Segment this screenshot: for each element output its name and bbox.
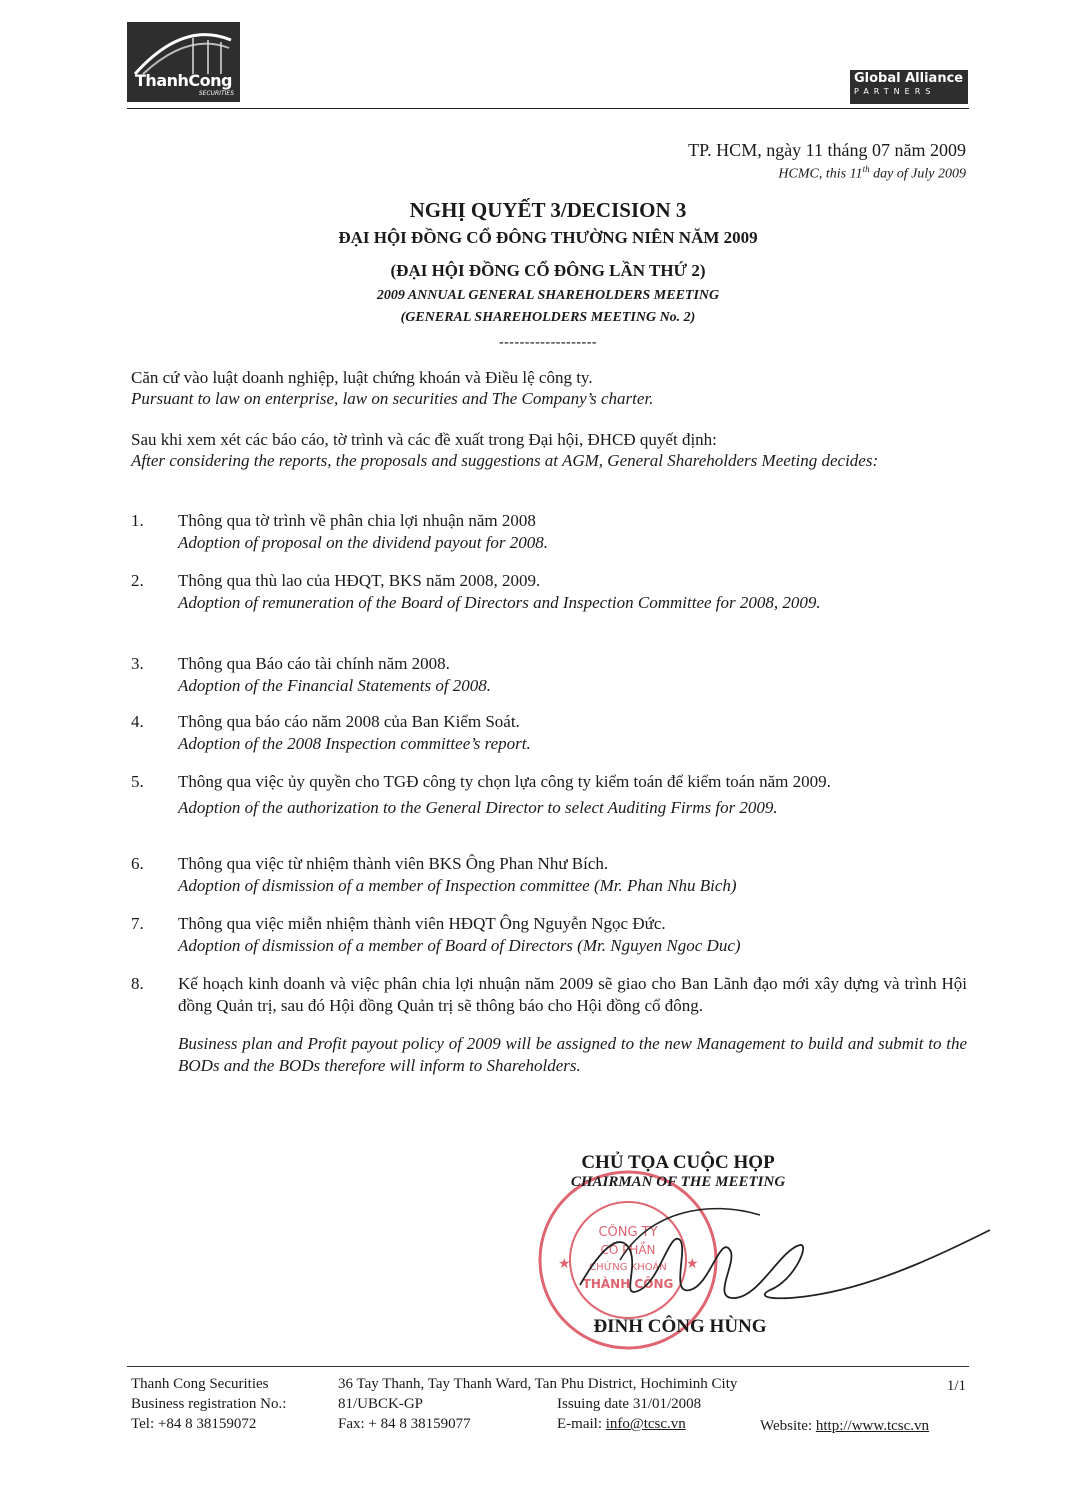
footer-email-link[interactable]: info@tcsc.vn — [605, 1416, 686, 1432]
footer-address: 36 Tay Thanh, Tay Thanh Ward, Tan Phu District, Hochiminh City — [338, 1376, 738, 1392]
item-text-en: Adoption of dismission of a member of Board of Directors (Mr. Nguyen Ngoc Duc) — [178, 936, 741, 955]
signature-title-en: CHAIRMAN OF THE MEETING — [570, 1174, 786, 1190]
footer-fax: Fax: + 84 8 38159077 — [338, 1416, 471, 1432]
svg-text:★: ★ — [686, 1256, 699, 1272]
item-text-en: Adoption of remuneration of the Board of Directors and Inspection Committee for 2008, 2009. — [178, 593, 821, 612]
svg-text:★: ★ — [558, 1256, 571, 1272]
item-text-vi: Thông qua việc miễn nhiệm thành viên HĐQT Ông Nguyễn Ngọc Đức. — [178, 914, 666, 933]
decides-vi: Sau khi xem xét các báo cáo, tờ trình và các đề xuất trong Đại hội, ĐHCĐ quyết định: — [131, 430, 717, 449]
item-text-en: Business plan and Profit payout policy of 2009 will be assigned to the new Management to build and submit to the BODs and the BODs therefore will inform to Shareholders. — [178, 1034, 967, 1075]
list-item — [131, 973, 967, 1113]
stamp-line-1: CÔNG TY — [598, 1225, 658, 1240]
decides-en: After considering the reports, the proposals and suggestions at AGM, General Shareholders Meeting decides: — [131, 451, 879, 470]
meeting-number-en: (GENERAL SHAREHOLDERS MEETING No. 2) — [400, 310, 696, 325]
meeting-number-vi: (ĐẠI HỘI ĐỒNG CỔ ĐÔNG LẦN THỨ 2) — [390, 261, 706, 280]
item-text-en: Adoption of proposal on the dividend payout for 2008. — [178, 533, 549, 552]
footer-email-block — [557, 1414, 757, 1434]
decision-title: NGHỊ QUYẾT 3/DECISION 3 — [409, 198, 687, 222]
list-item — [131, 853, 967, 903]
signatory-name: ĐINH CÔNG HÙNG — [593, 1316, 767, 1337]
global-alliance-logo — [850, 70, 968, 104]
item-text-vi: Thông qua báo cáo năm 2008 của Ban Kiểm Soát. — [178, 712, 520, 731]
decides-paragraph — [131, 429, 967, 471]
footer-company: Thanh Cong Securities — [131, 1376, 269, 1392]
footer-email-label: E-mail: — [557, 1416, 606, 1432]
item-text-vi: Thông qua việc ủy quyền cho TGĐ công ty chọn lựa công ty kiểm toán để kiểm toán năm 2009. — [178, 772, 831, 791]
date-en-sup: th — [862, 164, 870, 174]
logo-right-line2: PARTNERS — [854, 87, 936, 96]
footer-issuing-date: Issuing date 31/01/2008 — [557, 1396, 702, 1412]
item-text-vi: Kế hoạch kinh doanh và việc phân chia lợi nhuận năm 2009 sẽ giao cho Ban Lãnh đạo mới xây dựng và trình Hội đồng Quản trị, sau đó Hội đồng Quản trị sẽ thông báo cho Hội đồng cổ đông. — [178, 974, 967, 1015]
list-item — [131, 510, 967, 560]
footer-tel: Tel: +84 8 38159072 — [131, 1416, 257, 1432]
item-number: 6. — [131, 854, 144, 873]
footer-website-label: Website: — [760, 1418, 816, 1434]
date-english — [600, 164, 966, 183]
footer-reg-no: 81/UBCK-GP — [338, 1396, 424, 1412]
item-number: 7. — [131, 914, 144, 933]
meeting-title-en: 2009 ANNUAL GENERAL SHAREHOLDERS MEETING — [376, 288, 720, 303]
footer-website-link[interactable]: http://www.tcsc.vn — [815, 1418, 930, 1434]
stamp-line-3: CHỨNG KHOÁN — [589, 1262, 667, 1273]
list-item — [131, 913, 967, 963]
stamp-line-4: THÀNH CÔNG — [582, 1277, 674, 1291]
handwritten-signature-icon — [560, 1190, 1000, 1320]
page-number: 1/1 — [946, 1378, 966, 1394]
meeting-title-vi: ĐẠI HỘI ĐỒNG CỔ ĐÔNG THƯỜNG NIÊN NĂM 2009 — [338, 228, 758, 247]
item-number: 3. — [131, 654, 144, 673]
list-item — [131, 653, 967, 703]
date-en-pre: HCMC, this 11 — [778, 166, 863, 182]
item-text-vi: Thông qua thù lao của HĐQT, BKS năm 2008, 2009. — [178, 571, 541, 590]
basis-vi: Căn cứ vào luật doanh nghiệp, luật chứng khoán và Điều lệ công ty. — [131, 368, 593, 387]
item-number: 5. — [131, 772, 144, 791]
footer-biz-reg-label: Business registration No.: — [131, 1396, 287, 1412]
date-en-post: day of July 2009 — [869, 166, 966, 182]
list-item — [131, 711, 967, 761]
logo-right-line1: Global Alliance — [854, 71, 964, 86]
item-text-en: Adoption of the authorization to the General Director to select Auditing Firms for 2009. — [178, 798, 778, 817]
stamp-line-2: CỔ PHẦN — [600, 1243, 656, 1257]
item-text-vi: Thông qua việc từ nhiệm thành viên BKS Ông Phan Như Bích. — [178, 854, 609, 873]
header-divider — [127, 108, 969, 109]
date-vietnamese: TP. HCM, ngày 11 tháng 07 năm 2009 — [688, 140, 966, 160]
logo-sub-text: SECURITIES — [198, 90, 234, 97]
footer-website-block — [760, 1416, 970, 1436]
logo-brand-text: ThanhCong — [135, 71, 232, 90]
item-number: 1. — [131, 511, 144, 530]
item-number: 4. — [131, 712, 144, 731]
footer-company-column — [131, 1374, 331, 1434]
item-number: 8. — [131, 974, 144, 993]
item-text-en: Adoption of dismission of a member of Inspection committee (Mr. Phan Nhu Bich) — [178, 876, 737, 895]
title-separator: ------------------- — [498, 335, 598, 350]
list-item — [131, 570, 967, 640]
item-text-en: Adoption of the Financial Statements of 2008. — [178, 676, 492, 695]
item-number: 2. — [131, 571, 144, 590]
basis-paragraph — [131, 367, 967, 409]
item-text-vi: Thông qua tờ trình về phân chia lợi nhuận năm 2008 — [178, 511, 536, 530]
thanhcong-logo — [127, 22, 240, 102]
list-item — [131, 771, 967, 841]
item-text-en: Adoption of the 2008 Inspection committee’s report. — [178, 734, 531, 753]
footer-divider — [127, 1366, 969, 1367]
item-text-vi: Thông qua Báo cáo tài chính năm 2008. — [178, 654, 450, 673]
signature-title-vi: CHỦ TỌA CUỘC HỌP — [581, 1152, 775, 1173]
basis-en: Pursuant to law on enterprise, law on securities and The Company’s charter. — [131, 389, 654, 408]
